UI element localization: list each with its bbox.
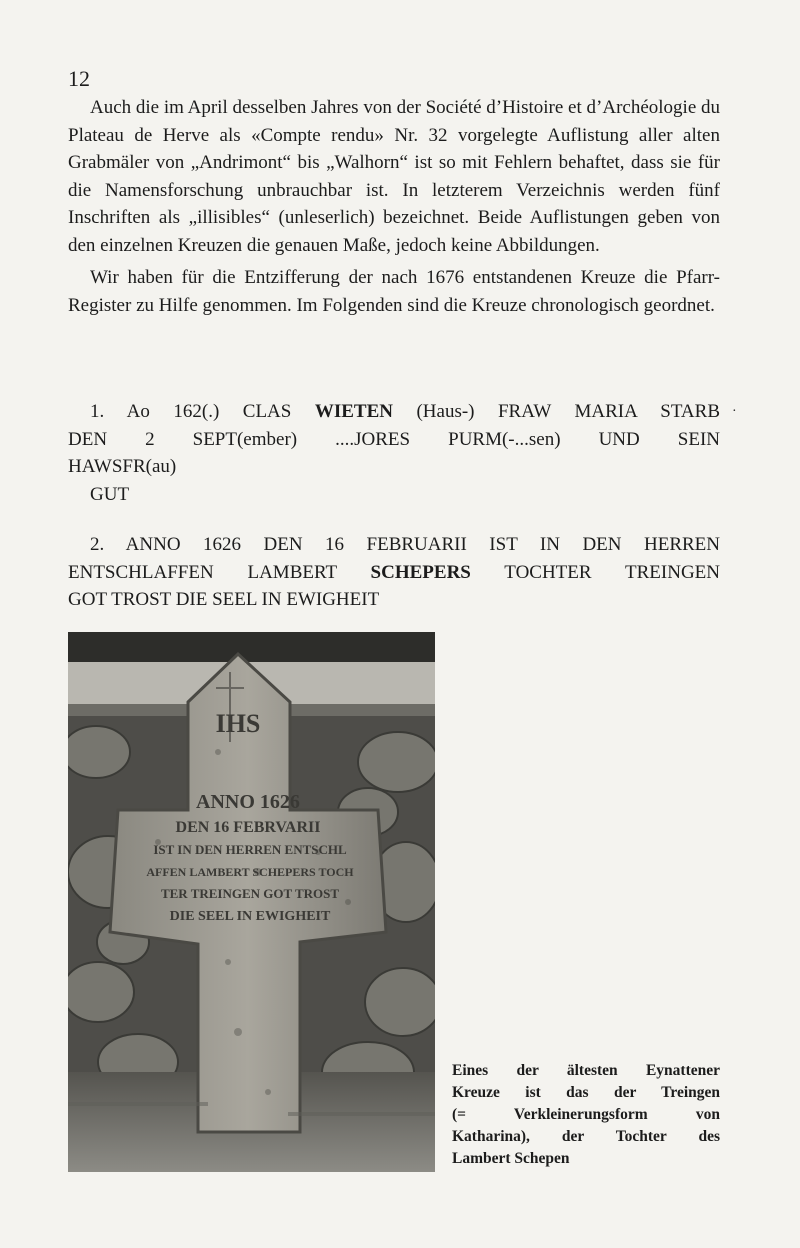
- entry-1-line-3: HAWSFR(au): [68, 456, 177, 477]
- cross-entry-2: [68, 531, 720, 614]
- caption-line-4: Katharina), der Tochter des: [452, 1128, 720, 1145]
- photo-caption: [452, 1060, 720, 1170]
- intro-text: [68, 94, 720, 319]
- caption-line-5: Lambert Schepen: [452, 1150, 570, 1167]
- entry-2-line-1: 2. ANNO 1626 DEN 16 FEBRUARII IST IN DEN HERREN: [90, 534, 720, 555]
- inscription-line-3: IST IN DEN HERREN ENTSCHL: [153, 842, 347, 857]
- inscription-ihs: IHS: [215, 709, 261, 738]
- entry-2-name: SCHEPERS: [370, 561, 471, 583]
- entry-1-text-cont: (Haus-) FRAW MARIA STARB: [392, 401, 720, 422]
- cross-entry-1: [68, 398, 720, 508]
- inscription-line-4: AFFEN LAMBERT SCHEPERS TOCH: [146, 865, 354, 879]
- inscription-line-1: ANNO 1626: [196, 791, 300, 813]
- entry-2-text-cont: TOCHTER TREINGEN: [470, 561, 720, 583]
- margin-mark: ·: [732, 404, 737, 419]
- paragraph-2: Wir haben für die Entzifferung der nach 1676 entstandenen Kreuze die Pfarr-Register zu Hilfe genommen. Im Folgenden sind die Kreuze chronologisch geordnet.: [68, 267, 720, 316]
- entry-2-line-3: GOT TROST DIE SEEL IN EWIGHEIT: [68, 589, 380, 610]
- paragraph-1: Auch die im April desselben Jahres von der Société d’Histoire et d’Archéologie du Plateau de Herve als «Compte rendu» Nr. 32 vorgelegte Auflistung aller alten Grabmäler von „Andrimont“ bis „Walhorn“ ist so mit Fehlern behaftet, dass sie für die Namensforschung unbrauchbar ist. In letzterem Verzeichnis werden fünf Inschriften als „illisibles“ (unleserlich) bezeichnet. Beide Auflistungen geben von den einzelnen Kreuzen die genauen Maße, jedoch keine Abbildungen.: [68, 97, 720, 256]
- entry-2-text: ENTSCHLAFFEN LAMBERT: [68, 561, 371, 583]
- inscription-line-6: DIE SEEL IN EWIGHEIT: [169, 909, 331, 924]
- caption-line-1: Eines der ältesten Eynattener: [452, 1062, 720, 1079]
- entry-1-line-4: GUT: [90, 483, 130, 505]
- caption-line-3: (= Verkleinerungsform von: [452, 1106, 720, 1123]
- entry-1-line-2: DEN 2 SEPT(ember) ....JORES PURM(-...sen) UND SEIN: [68, 428, 720, 450]
- inscription-line-2: DEN 16 FEBRVARII: [175, 819, 321, 836]
- gravestone-photo: [68, 632, 435, 1172]
- entry-1-name: WIETEN: [314, 401, 393, 422]
- page-number: 12: [68, 66, 90, 91]
- entry-1-text: 1. Ao 162(.) CLAS: [90, 401, 315, 422]
- entry-1-line-1: [68, 398, 720, 426]
- inscription-line-5: TER TREINGEN GOT TROST: [160, 886, 340, 901]
- entry-2-line-2: [68, 559, 720, 587]
- caption-line-2: Kreuze ist das der Treingen: [452, 1084, 720, 1101]
